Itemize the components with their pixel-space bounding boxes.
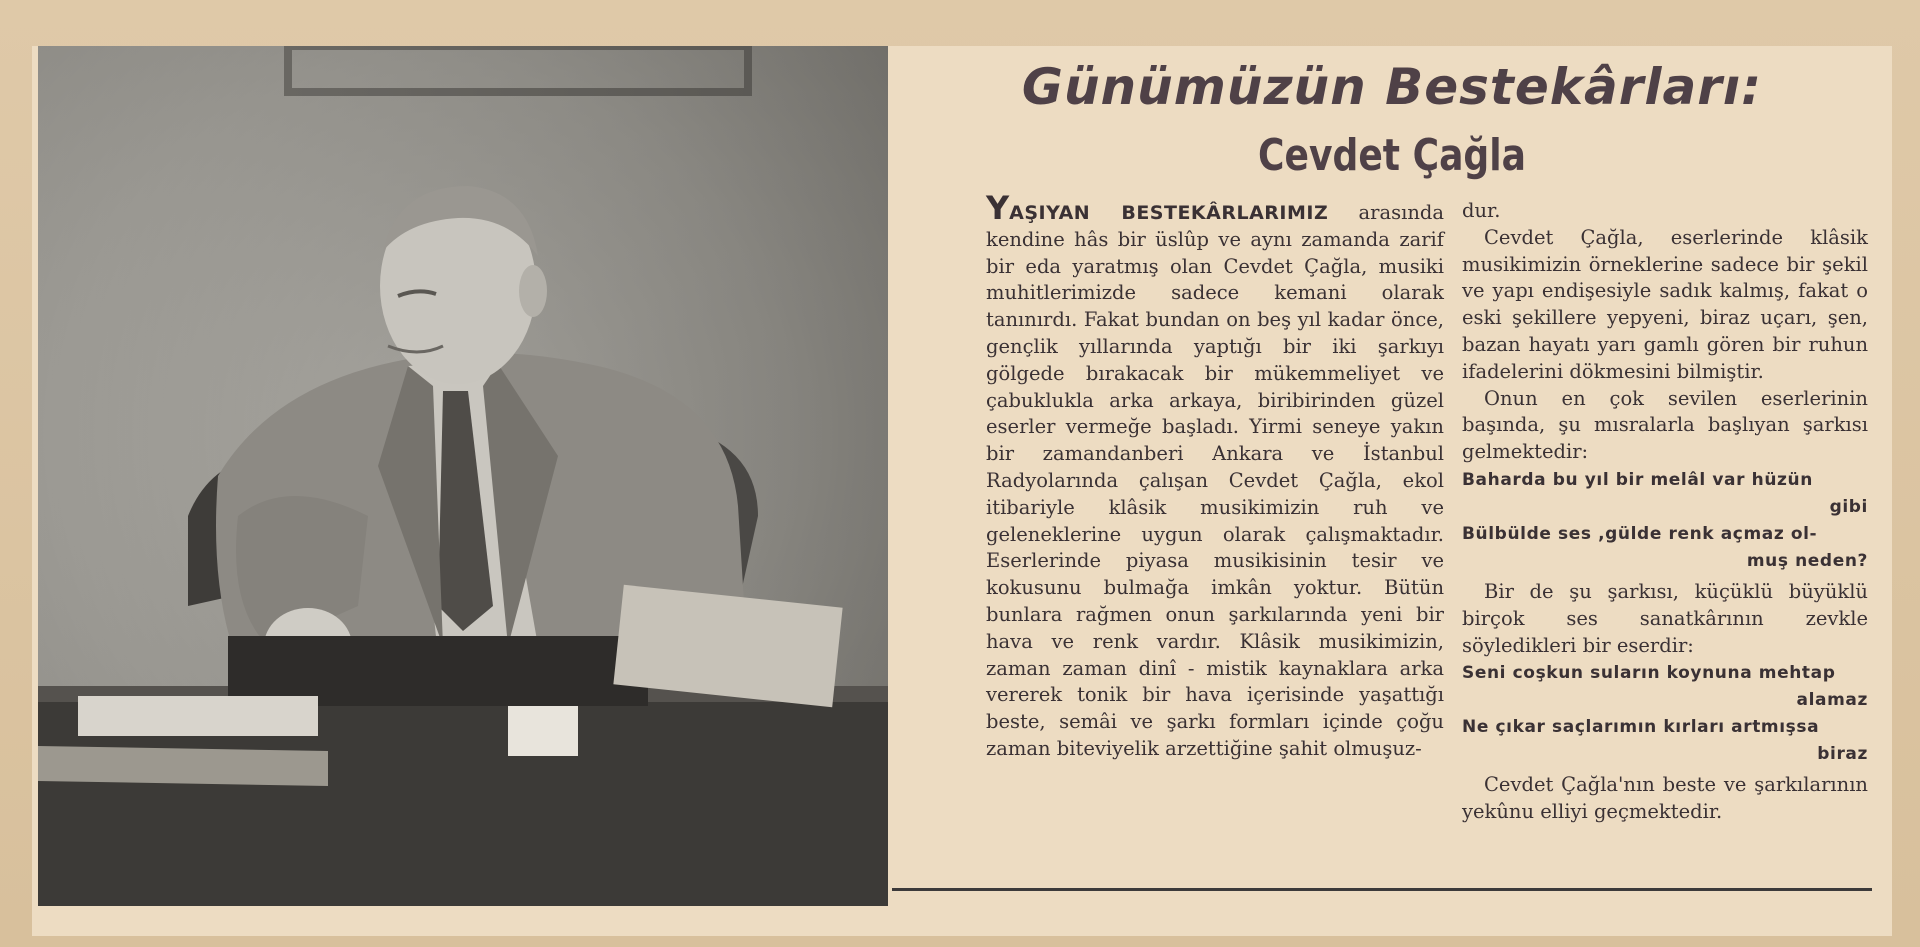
desk-blotter	[228, 636, 648, 706]
verse-1-line-2-tail: muş neden?	[1746, 550, 1868, 571]
verse-1-line-1: Baharda bu yıl bir melâl var hüzün	[1462, 469, 1813, 490]
headline-subject: Cevdet Çağla	[1258, 130, 1526, 181]
desk-tray	[38, 746, 328, 786]
article	[892, 46, 1892, 936]
paragraph-second-song: Bir de şu şarkısı, küçüklü büyüklü birçok ses sanatkârının zevkle söyledikleri bir eserdir:	[1462, 579, 1868, 657]
paragraph-style: Cevdet Çağla, eserlerinde klâsik musikimizin örneklerine sadece bir şekil ve yapı endişesiyle sadık kalmış, fakat o eski şekillere yepyeni, biraz uçarı, şen, bazan hayatı yarı gamlı gören bir ruhun ifadelerini dökmesini bilmiştir.	[1462, 225, 1868, 383]
ear	[519, 265, 547, 317]
paragraph-intro-end: dur.	[1462, 199, 1501, 222]
paragraph-closing: Cevdet Çağla'nın beste ve şarkılarının yekûnu elliyi geçmektedir.	[1462, 773, 1868, 824]
verse-1-line-1-tail: gibi	[1829, 496, 1868, 517]
verse-2-line-1: Seni coşkun suların koynuna mehtap	[1462, 663, 1836, 684]
paragraph-intro	[986, 189, 1445, 763]
verse-2-line-2-tail: biraz	[1817, 744, 1868, 765]
verse-2-line-1-tail: alamaz	[1796, 690, 1868, 711]
desk-basket	[508, 706, 578, 756]
bottom-rule	[892, 888, 1872, 891]
lead-text: AŞIYAN BESTEKÂRLARIMIZ	[1009, 202, 1329, 224]
dropcap: Y	[986, 189, 1010, 227]
photo-illustration	[38, 46, 888, 906]
desk-papers	[78, 696, 318, 736]
paragraph-intro-text: arasında kendine hâs bir üslûp ve aynı zamanda zarif bir eda yaratmış olan Cevdet Çağla, musiki muhitlerimizde sadece kemani olarak tanınırdı. Fakat bundan on beş yıl kadar önce, gençlik yıllarında yaptığı bir iki şarkıyı gölgede bırakacak bir mükemmeliyet ve çabuklukla arka arkaya, biribirinden güzel eserler vermeğe başladı. Yirmi seneye yakın bir zamandanberi Ankara ve İstanbul Radyolarında çalışan Cevdet Çağla, ekol itibariyle klâsik musikimizin ruh ve geleneklerine uygun olarak çalışmaktadır. Eserlerinde piyasa musikisinin tesir ve kokusunu bulmağa imkân yoktur. Bütün bunlara rağmen onun şarkılarında yeni bir hava ve renk vardır. Klâsik musikimizin, zaman zaman dinî - mistik kaynaklara arka vererek tonik bir hava içerisinde yaşattığı beste, semâi ve şarkı formları içinde çoğu zaman biteviyelik arzettiğine şahit olmuşuz-	[986, 201, 1445, 760]
newspaper-clipping	[32, 46, 1892, 936]
verse-2	[1462, 660, 1868, 768]
verse-2-line-2: Ne çıkar saçlarımın kırları artmışsa	[1462, 717, 1820, 738]
paragraph-favorites: Onun en çok sevilen eserlerinin başında, şu mısralarla başlıyan şarkısı gelmektedir:	[1462, 386, 1868, 464]
article-column-left	[986, 189, 1445, 763]
verse-1-line-2: Bülbülde ses ,gülde renk açmaz ol-	[1462, 523, 1818, 544]
headline-title: Günümüzün Bestekârları:	[1021, 58, 1763, 116]
article-column-right	[1462, 198, 1868, 826]
portrait-photo	[38, 46, 888, 906]
verse-1	[1462, 467, 1868, 575]
